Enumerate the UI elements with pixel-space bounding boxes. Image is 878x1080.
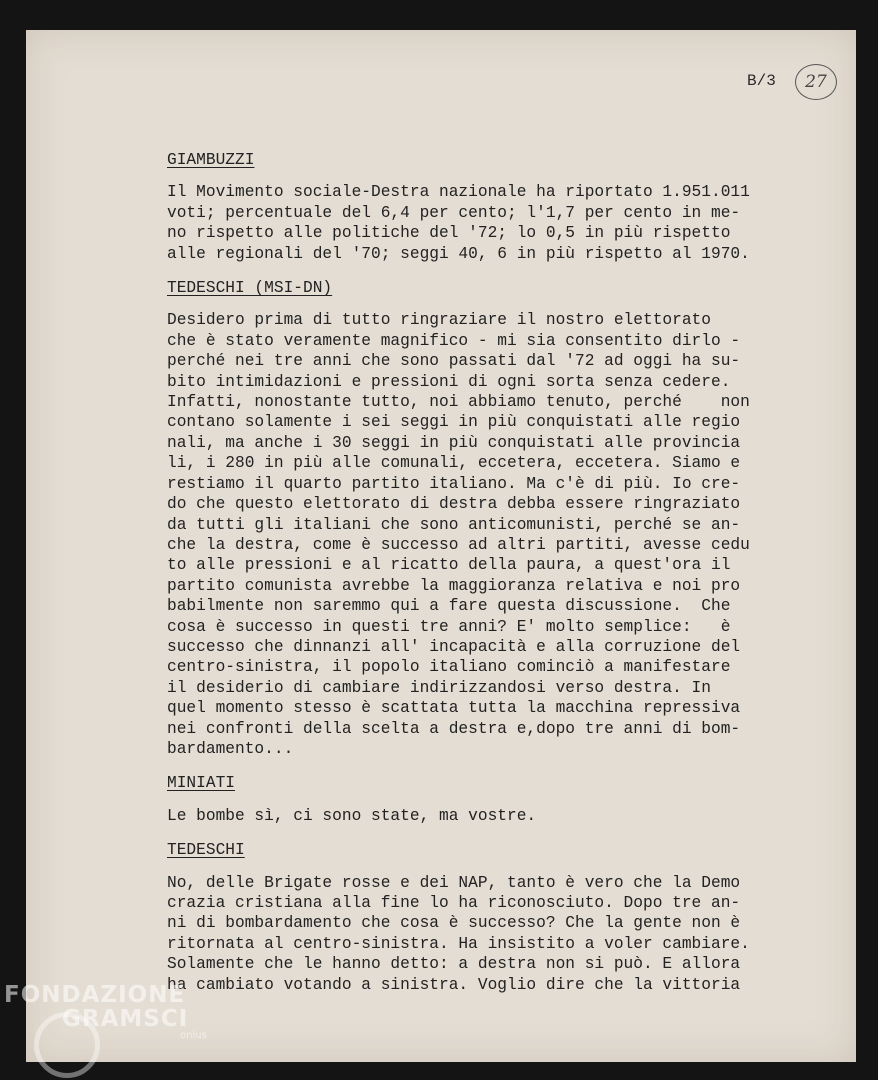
text-line: successo che dinnanzi all' incapacità e alla corruzione del <box>167 637 741 656</box>
speaker-name: TEDESCHI <box>167 841 245 860</box>
text-line: il desiderio di cambiare indirizzandosi verso destra. In <box>167 678 711 697</box>
text-line: partito comunista avrebbe la maggioranza relativa e noi pro <box>167 576 741 595</box>
text-line: do che questo elettorato di destra debba essere ringraziato <box>167 495 741 514</box>
handwritten-page-number: 27 <box>795 64 837 100</box>
text-line: crazia cristiana alla fine lo ha riconosciuto. Dopo tre an- <box>167 894 741 912</box>
speech-block <box>167 278 792 759</box>
watermark-line: onlus <box>180 1030 207 1041</box>
page-reference: B/3 <box>747 72 776 90</box>
text-line: ha cambiato votando a sinistra. Voglio dire che la vittoria <box>167 975 741 994</box>
text-line: Solamente che le hanno detto: a destra non si può. E allora <box>167 955 741 974</box>
text-line: Desidero prima di tutto ringraziare il nostro elettorato <box>167 311 711 330</box>
speech-block <box>167 150 792 264</box>
text-line: No, delle Brigate rosse e dei NAP, tanto è vero che la Demo <box>167 873 741 892</box>
transcript-body <box>167 150 792 1009</box>
text-line: Infatti, nonostante tutto, noi abbiamo tenuto, perché non <box>167 393 750 412</box>
text-line: nali, ma anche i 30 seggi in più conquistati alle provincia <box>167 433 741 452</box>
watermark-line: FONDAZIONE <box>4 982 186 1008</box>
speech-block <box>167 840 792 995</box>
text-line: bardamento... <box>167 739 294 758</box>
text-line: ni di bombardamento che cosa è successo? Che la gente non è <box>167 914 741 933</box>
text-line: cosa è successo in questi tre anni? E' molto semplice: è <box>167 617 731 636</box>
text-line: contano solamente i sei seggi in più conquistati alle regio <box>167 413 741 432</box>
speaker-name: MINIATI <box>167 774 235 793</box>
speaker-name: GIAMBUZZI <box>167 151 255 169</box>
text-line: Le bombe sì, ci sono state, ma vostre. <box>167 806 537 825</box>
text-line: da tutti gli italiani che sono anticomunisti, perché se an- <box>167 515 741 534</box>
text-line: bito intimidazioni e pressioni di ogni sorta senza cedere. <box>167 372 731 391</box>
text-line: restiamo il quarto partito italiano. Ma c'è di più. Io cre- <box>167 474 741 493</box>
text-line: Il Movimento sociale-Destra nazionale ha riportato 1.951.011 <box>167 183 750 202</box>
text-line: to alle pressioni e al ricatto della paura, a quest'ora il <box>167 556 731 575</box>
watermark-line: GRAMSCI <box>62 1006 189 1032</box>
text-line: perché nei tre anni che sono passati dal '72 ad oggi ha su- <box>167 352 741 371</box>
speaker-name: TEDESCHI (MSI-DN) <box>167 279 333 298</box>
text-line: che la destra, come è successo ad altri partiti, avesse cedu <box>167 535 750 554</box>
text-line: quel momento stesso è scattata tutta la macchina repressiva <box>167 699 741 718</box>
text-line: babilmente non saremmo qui a fare questa discussione. Che <box>167 597 731 616</box>
text-line: che è stato veramente magnifico - mi sia consentito dirlo - <box>167 331 741 350</box>
text-line: li, i 280 in più alle comunali, eccetera, eccetera. Siamo e <box>167 454 741 473</box>
text-line: no rispetto alle politiche del '72; lo 0,5 in più rispetto <box>167 224 731 243</box>
text-line: alle regionali del '70; seggi 40, 6 in più rispetto al 1970. <box>167 244 750 263</box>
text-line: voti; percentuale del 6,4 per cento; l'1,7 per cento in me- <box>167 203 741 222</box>
text-line: ritornata al centro-sinistra. Ha insistito a voler cambiare. <box>167 934 750 953</box>
text-line: nei confronti della scelta a destra e,dopo tre anni di bom- <box>167 719 741 738</box>
speech-block <box>167 773 792 826</box>
text-line: centro-sinistra, il popolo italiano cominciò a manifestare <box>167 658 731 677</box>
